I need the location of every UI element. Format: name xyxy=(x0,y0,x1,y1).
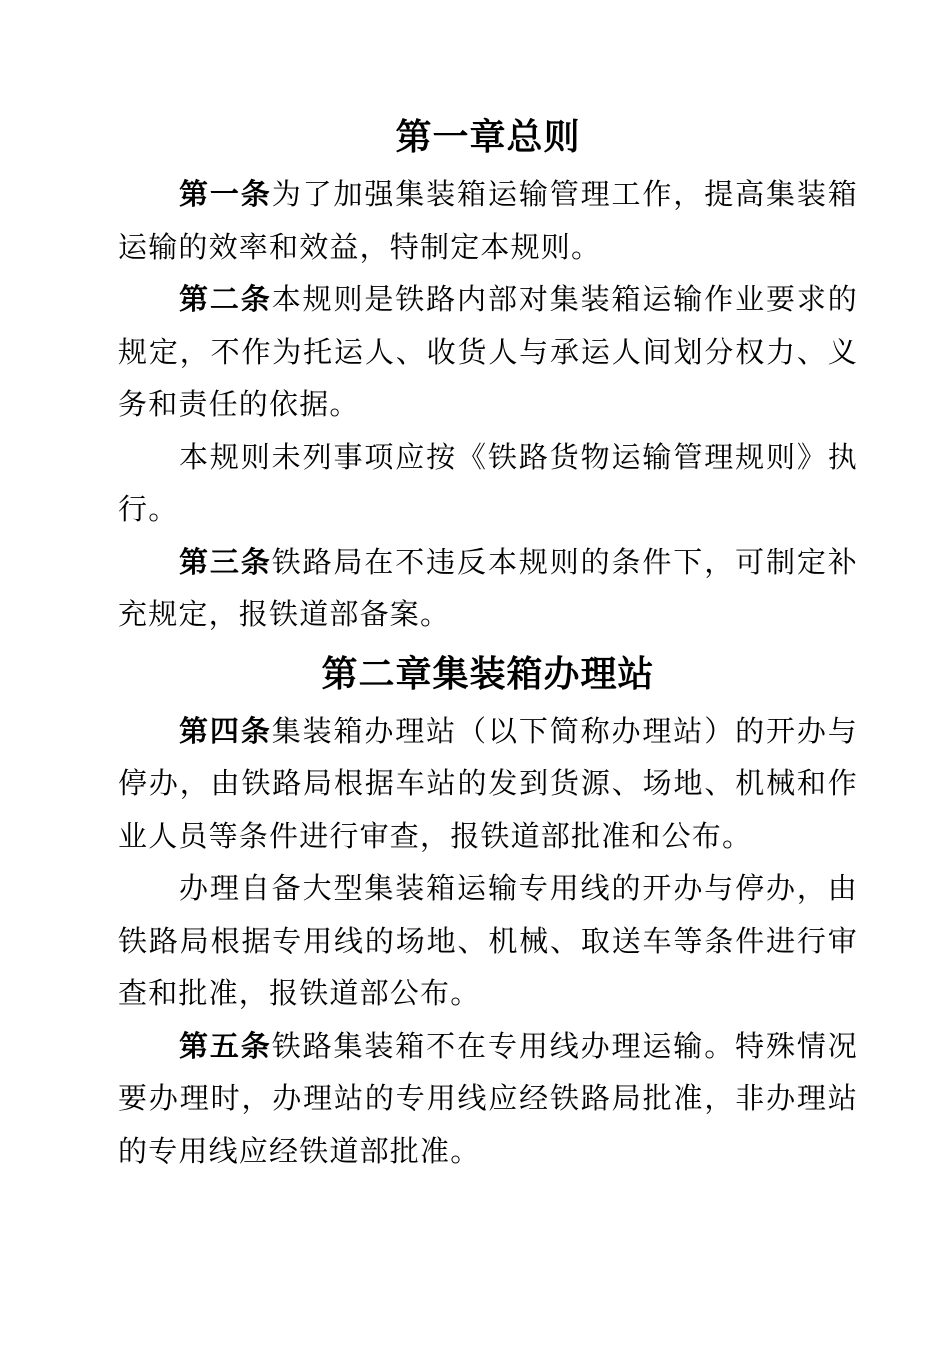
article-2-continuation xyxy=(118,431,858,536)
chapter-title-1: 第一章总则 xyxy=(395,117,581,158)
article-2 xyxy=(118,273,858,431)
paragraph-text: 本规则未列事项应按《铁路货物运输管理规则》执行。 xyxy=(118,439,858,526)
article-5 xyxy=(118,1020,858,1178)
article-label: 第二条 xyxy=(179,282,272,316)
article-text: 铁路集装箱不在专用线办理运输。特殊情况要办理时，办理站的专用线应经铁路局批准，非办理站的专用线应经铁道部批准。 xyxy=(118,1028,858,1168)
article-label: 第一条 xyxy=(179,177,272,211)
article-text: 集装箱办理站（以下简称办理站）的开办与停办，由铁路局根据车站的发到货源、场地、机械和作业人员等条件进行审查，报铁道部批准和公布。 xyxy=(118,713,858,853)
article-label: 第四条 xyxy=(179,713,272,748)
article-4 xyxy=(118,705,858,863)
article-text: 铁路局在不违反本规则的条件下，可制定补充规定，报铁道部备案。 xyxy=(118,544,858,631)
document-page xyxy=(118,108,858,1177)
chapter-title-2: 第二章集装箱办理站 xyxy=(321,653,655,695)
paragraph-text: 办理自备大型集装箱运输专用线的开办与停办，由铁路局根据专用线的场地、机械、取送车等条件进行审查和批准，报铁道部公布。 xyxy=(118,871,858,1010)
article-text: 本规则是铁路内部对集装箱运输作业要求的规定，不作为托运人、收货人与承运人间划分权力、义务和责任的依据。 xyxy=(118,282,858,421)
article-label: 第三条 xyxy=(179,544,272,579)
article-1 xyxy=(118,168,858,273)
article-3 xyxy=(118,536,858,641)
article-4-continuation xyxy=(118,862,858,1020)
article-text: 为了加强集装箱运输管理工作，提高集装箱运输的效率和效益，特制定本规则。 xyxy=(118,177,858,264)
article-label: 第五条 xyxy=(179,1028,272,1063)
